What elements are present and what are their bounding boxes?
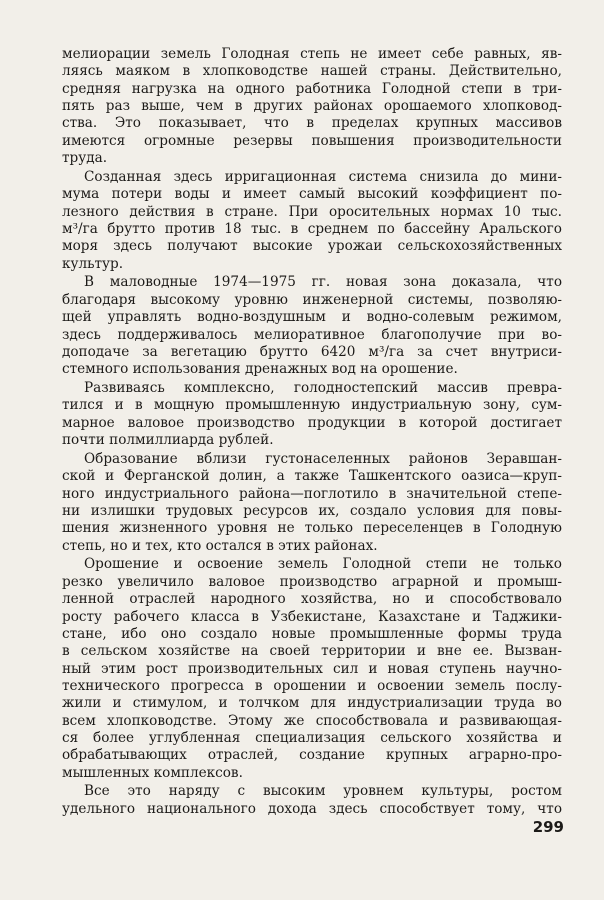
- text-line: м³/га брутто против 18 тыс. в среднем по бассейну Аральского: [62, 220, 562, 237]
- text-line: здесь поддерживалось мелиоративное благополучие при во-: [62, 326, 562, 343]
- page-number: 299: [532, 818, 564, 836]
- text-line: мышленных комплексов.: [62, 764, 243, 781]
- text-line: стемного использования дренажных вод на орошение.: [62, 361, 458, 378]
- text-line: моря здесь получают высокие урожаи сельскохозяйственных: [62, 238, 562, 255]
- text-line: мелиорации земель Голодная степь не имеет себе равных, яв-: [62, 46, 562, 62]
- paragraph-4: [62, 380, 562, 449]
- paragraph-6: [62, 556, 562, 781]
- text-line: щей управлять водно-воздушным и водно-солевым режимом,: [62, 309, 562, 326]
- text-line: культур.: [62, 255, 124, 272]
- text-line: степь, но и тех, кто остался в этих районах.: [62, 537, 378, 554]
- text-line: имеются огромные резервы повышения производительности: [62, 132, 562, 149]
- text-line: в сельском хозяйстве на своей территории и вне ее. Вызван-: [62, 643, 562, 660]
- text-line: труда.: [62, 150, 108, 167]
- paragraph-1: [62, 46, 562, 167]
- text-line: ской и Ферганской долин, а также Ташкентского оазиса—круп-: [62, 468, 562, 485]
- text-line: благодаря высокому уровню инженерной системы, позволяю-: [62, 291, 562, 308]
- text-line: В маловодные 1974—1975 гг. новая зона доказала, что: [84, 274, 562, 291]
- text-line: удельного национального дохода здесь способствует тому, что: [62, 800, 562, 817]
- text-line: пять раз выше, чем в других районах орошаемого хлопковод-: [62, 98, 562, 115]
- paragraph-7: [62, 783, 562, 818]
- text-line: резко увеличило валовое производство аграрной и промыш-: [62, 573, 562, 590]
- text-line: ленной отраслей народного хозяйства, но и способствовало: [62, 591, 562, 608]
- text-line: Орошение и освоение земель Голодной степи не только: [84, 556, 562, 573]
- text-line: доподаче за вегетацию брутто 6420 м³/га за счет внутриси-: [62, 343, 562, 360]
- text-line: мума потери воды и имеет самый высокий коэффициент по-: [62, 186, 562, 203]
- text-line: росту рабочего класса в Узбекистане, Казахстане и Таджики-: [62, 608, 562, 625]
- text-line: средняя нагрузка на одного работника Голодной степи в три-: [62, 80, 562, 97]
- text-line: ный этим рост производительных сил и новая ступень научно-: [62, 660, 562, 677]
- text-line: Развиваясь комплексно, голодностепский массив превра-: [84, 380, 562, 397]
- paragraph-2: [62, 169, 562, 273]
- text-line: Созданная здесь ирригационная система снизила до мини-: [84, 168, 562, 185]
- text-line: обрабатывающих отраслей, создание крупных аграрно-про-: [62, 747, 562, 764]
- text-line: шения жизненного уровня не только переселенцев в Голодную: [62, 520, 562, 537]
- text-line: стане, ибо оно создало новые промышленные формы труда: [62, 625, 562, 642]
- text-line: всем хлопководстве. Этому же способствовала и развивающая-: [62, 712, 562, 729]
- text-line: технического прогресса в орошении и освоении земель послу-: [62, 677, 562, 694]
- page-body: [62, 46, 562, 818]
- text-line: Все это наряду с высоким уровнем культуры, ростом: [84, 783, 562, 800]
- text-line: жили и стимулом, и толчком для индустриализации труда во: [62, 695, 562, 712]
- text-line: ся более углубленная специализация сельского хозяйства и: [62, 729, 562, 746]
- text-line: почти полмиллиарда рублей.: [62, 432, 274, 449]
- text-line: ства. Это показывает, что в пределах крупных массивов: [62, 115, 562, 132]
- text-line: лезного действия в стране. При оросительных нормах 10 тыс.: [62, 203, 562, 220]
- text-line: тился и в мощную промышленную индустриальную зону, сум-: [62, 397, 562, 414]
- text-line: марное валовое производство продукции в которой достигает: [62, 414, 562, 431]
- paragraph-3: [62, 274, 562, 378]
- paragraph-5: [62, 451, 562, 555]
- text-line: ни излишки трудовых ресурсов их, создало условия для повы-: [62, 502, 562, 519]
- text-line: ного индустриального района—поглотило в значительной степе-: [62, 485, 562, 502]
- text-line: Образование вблизи густонаселенных районов Зеравшан-: [84, 450, 562, 467]
- text-line: ляясь маяком в хлопководстве нашей страны. Действительно,: [62, 63, 562, 80]
